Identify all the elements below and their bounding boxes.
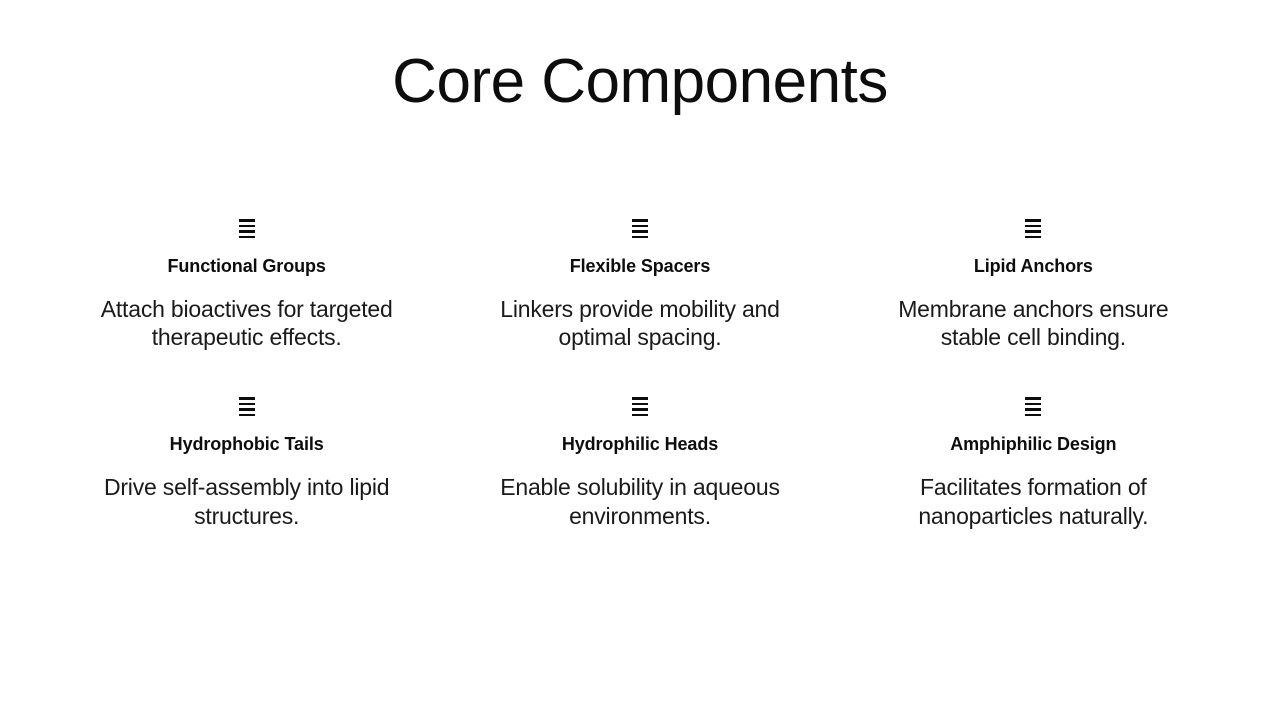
component-title: Flexible Spacers (569, 255, 711, 276)
component-description: Enable solubility in aqueous environments. (500, 474, 780, 529)
stacked-lines-icon (1020, 216, 1046, 242)
stacked-lines-icon (234, 394, 260, 420)
component-card (837, 216, 1230, 353)
component-title: Hydrophilic Heads (561, 434, 719, 455)
page-title: Core Components (392, 47, 888, 116)
component-card (443, 394, 836, 531)
component-description: Facilitates formation of nanoparticles naturally. (918, 474, 1149, 529)
component-card (50, 216, 443, 353)
component-description: Drive self-assembly into lipid structures. (103, 474, 390, 529)
component-description: Membrane anchors ensure stable cell binding. (898, 295, 1169, 351)
stacked-lines-icon (234, 216, 260, 242)
component-title: Amphiphilic Design (950, 434, 1117, 455)
stacked-lines-icon (1020, 394, 1046, 420)
component-card (50, 394, 443, 531)
stacked-lines-icon (627, 216, 653, 242)
component-title: Hydrophobic Tails (169, 434, 324, 455)
component-description: Linkers provide mobility and optimal spacing. (500, 295, 780, 351)
component-title: Lipid Anchors (973, 255, 1093, 276)
component-card (837, 394, 1230, 531)
component-description: Attach bioactives for targeted therapeutic effects. (100, 295, 393, 351)
components-grid (50, 216, 1230, 531)
component-title: Functional Groups (167, 255, 326, 276)
stacked-lines-icon (627, 394, 653, 420)
component-card (443, 216, 836, 353)
